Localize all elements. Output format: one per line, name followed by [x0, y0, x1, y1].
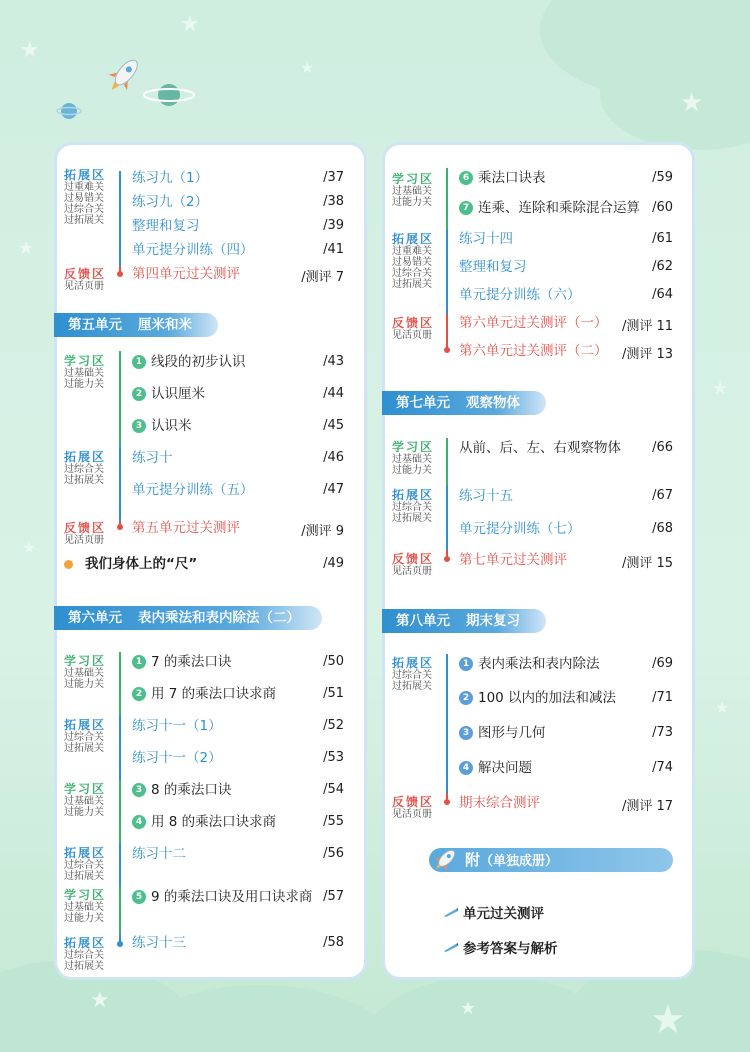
- extend-zone: [64, 718, 124, 754]
- toc-entry[interactable]: [132, 718, 222, 734]
- toc-entry[interactable]: [459, 259, 527, 275]
- lesson-number-icon: 1: [132, 655, 146, 669]
- toc-entry[interactable]: [132, 194, 208, 210]
- planet-icon: [56, 98, 82, 124]
- zone-sub: 过基础关: [64, 368, 104, 379]
- zone-sub: 过基础关: [64, 902, 104, 913]
- toc-label: 单元提分训练（五）: [132, 482, 254, 498]
- page-number: /测评 11: [621, 319, 673, 334]
- timeline: [119, 844, 121, 886]
- star-icon: ★: [90, 988, 110, 1013]
- toc-entry[interactable]: [132, 520, 240, 536]
- page-number: /68: [652, 521, 673, 536]
- page-number: /60: [652, 200, 673, 215]
- extend-zone: [64, 846, 124, 882]
- toc-entry[interactable]: [459, 760, 532, 776]
- toc-entry[interactable]: [459, 690, 616, 706]
- zone-title: 反馈区: [392, 795, 435, 809]
- page-number: /50: [323, 654, 344, 669]
- page-number: /测评 9: [301, 524, 344, 539]
- toc-label: 第六单元过关测评（一）: [459, 315, 608, 331]
- lesson-number-icon: 1: [459, 657, 473, 671]
- lesson-number-icon: 5: [132, 890, 146, 904]
- zone-title: 拓展区: [392, 488, 435, 502]
- page-number: /61: [652, 231, 673, 246]
- unit-title: 表内乘法和表内除法（二）: [138, 610, 300, 626]
- toc-entry[interactable]: [132, 654, 231, 670]
- zone-sub: 过能力关: [392, 197, 432, 208]
- zone-title: 拓展区: [64, 936, 107, 950]
- timeline: [119, 447, 121, 521]
- unit-banner: [54, 606, 322, 630]
- toc-entry[interactable]: [459, 440, 621, 456]
- zone-sub: 过基础关: [64, 796, 104, 807]
- timeline-dot: [444, 556, 450, 562]
- zone-sub: 过综合关: [64, 204, 104, 215]
- appendix-banner: [429, 848, 673, 872]
- feedback-zone: [392, 316, 452, 341]
- toc-label: 练习十二: [132, 846, 186, 862]
- page-number: /47: [323, 482, 344, 497]
- lesson-number-icon: 6: [459, 171, 473, 185]
- toc-label: 用 7 的乘法口诀求商: [151, 686, 277, 702]
- unit-banner: [54, 313, 218, 337]
- zone-sub: 过综合关: [64, 732, 104, 743]
- zone-sub: 过能力关: [64, 379, 104, 390]
- star-icon: ★: [460, 998, 477, 1019]
- lesson-number-icon: 3: [132, 783, 146, 797]
- zone-title: 学习区: [64, 654, 107, 668]
- appendix-item[interactable]: [443, 902, 544, 922]
- toc-entry[interactable]: [132, 846, 186, 862]
- page-number: /52: [323, 718, 344, 733]
- study-zone: [392, 172, 452, 208]
- zone-title: 学习区: [64, 888, 107, 902]
- page-number: /44: [323, 386, 344, 401]
- pen-icon: [443, 907, 459, 917]
- extend-zone: [64, 936, 124, 972]
- page-number: /37: [323, 170, 344, 185]
- timeline: [446, 314, 448, 350]
- feedback-zone: [64, 521, 124, 546]
- zone-sub: 过重难关: [392, 246, 432, 257]
- toc-entry[interactable]: [132, 450, 173, 466]
- zone-sub: 过综合关: [64, 950, 104, 961]
- timeline-dot: [117, 941, 123, 947]
- zone-sub: 过能力关: [64, 913, 104, 924]
- zone-title: 学习区: [392, 172, 435, 186]
- zone-sub: 过拓展关: [64, 961, 104, 972]
- rocket-icon: [431, 844, 461, 874]
- unit-title: 观察物体: [466, 395, 520, 411]
- zone-sub: 见活页册: [64, 281, 104, 292]
- timeline: [119, 171, 121, 266]
- page-number: /57: [323, 889, 344, 904]
- page-number: /56: [323, 846, 344, 861]
- toc-entry[interactable]: [132, 218, 200, 234]
- toc-label: 练习十三: [132, 935, 186, 951]
- study-zone: [64, 654, 124, 690]
- pen-icon: [443, 942, 459, 952]
- toc-entry[interactable]: [132, 266, 240, 282]
- star-icon: ★: [22, 538, 37, 557]
- zone-sub: 见活页册: [392, 809, 432, 820]
- lesson-number-icon: 2: [132, 387, 146, 401]
- page-number: /38: [323, 194, 344, 209]
- extend-zone: [64, 168, 124, 226]
- toc-label: 第五单元过关测评: [132, 520, 240, 536]
- zone-title: 拓展区: [64, 846, 107, 860]
- toc-label: 解决问题: [478, 760, 532, 776]
- zone-sub: 过综合关: [392, 502, 432, 513]
- study-zone: [64, 354, 124, 390]
- toc-label: 8 的乘法口诀: [151, 782, 232, 798]
- toc-label: 第七单元过关测评: [459, 552, 567, 568]
- toc-entry[interactable]: [132, 750, 222, 766]
- zone-sub: 过基础关: [64, 668, 104, 679]
- timeline-dot: [444, 799, 450, 805]
- toc-label: 我们身体上的“尺”: [85, 556, 198, 572]
- feedback-zone: [392, 552, 452, 577]
- toc-entry[interactable]: [132, 482, 254, 498]
- toc-entry[interactable]: [459, 231, 513, 247]
- unit-banner: [382, 609, 546, 633]
- page-number: /67: [652, 488, 673, 503]
- appendix-label: 单元过关测评: [463, 906, 544, 922]
- star-icon: ★: [650, 997, 686, 1043]
- zone-title: 拓展区: [392, 232, 435, 246]
- unit-number: 第八单元: [396, 613, 450, 629]
- toc-label: 练习九（1）: [132, 170, 209, 186]
- lesson-number-icon: 1: [132, 355, 146, 369]
- page-number: /43: [323, 354, 344, 369]
- feedback-zone: [64, 267, 124, 292]
- zone-title: 反馈区: [392, 316, 435, 330]
- toc-label: 练习十四: [459, 231, 513, 247]
- zone-sub: 过能力关: [64, 679, 104, 690]
- timeline: [119, 652, 121, 716]
- page-number: /59: [652, 170, 673, 185]
- zone-title: 拓展区: [64, 168, 107, 182]
- zone-sub: 过拓展关: [392, 279, 432, 290]
- toc-label: 整理和复习: [132, 218, 200, 234]
- timeline: [446, 654, 448, 793]
- toc-label: 图形与几何: [478, 725, 546, 741]
- extend-zone: [392, 488, 452, 524]
- toc-label: 从前、后、左、右观察物体: [459, 440, 621, 456]
- toc-entry[interactable]: [64, 556, 197, 572]
- study-zone: [392, 440, 452, 476]
- timeline: [446, 438, 448, 486]
- page-number: /测评 13: [621, 347, 673, 362]
- star-icon: ★: [20, 38, 40, 63]
- toc-label: 整理和复习: [459, 259, 527, 275]
- zone-sub: 过拓展关: [64, 871, 104, 882]
- page-number: /64: [652, 287, 673, 302]
- timeline: [119, 716, 121, 780]
- toc-label: 第六单元过关测评（二）: [459, 343, 608, 359]
- toc-label: 期末综合测评: [459, 795, 540, 811]
- extend-zone: [392, 232, 452, 290]
- toc-label: 乘法口诀表: [478, 170, 546, 186]
- page-number: /49: [323, 556, 344, 571]
- toc-label: 100 以内的加法和减法: [478, 690, 617, 706]
- toc-entry[interactable]: [459, 200, 640, 216]
- timeline: [119, 886, 121, 934]
- timeline-dot: [117, 524, 123, 530]
- page-number: /41: [323, 242, 344, 257]
- zone-sub: 过基础关: [392, 454, 432, 465]
- appendix-title: 附: [465, 851, 481, 869]
- page-number: /测评 17: [621, 799, 673, 814]
- toc-entry[interactable]: [132, 782, 231, 798]
- appendix-item[interactable]: [443, 937, 558, 957]
- toc-entry[interactable]: [459, 552, 567, 568]
- toc-entry[interactable]: [132, 242, 254, 258]
- page-number: /51: [323, 686, 344, 701]
- zone-sub: 过拓展关: [392, 513, 432, 524]
- lesson-number-icon: 7: [459, 201, 473, 215]
- unit-title: 期末复习: [466, 613, 520, 629]
- toc-entry[interactable]: [459, 287, 581, 303]
- page-number: /62: [652, 259, 673, 274]
- toc-entry[interactable]: [132, 935, 186, 951]
- zone-title: 拓展区: [392, 656, 435, 670]
- page-number: /74: [652, 760, 673, 775]
- zone-sub: 过综合关: [392, 670, 432, 681]
- toc-label: 第四单元过关测评: [132, 266, 240, 282]
- page-number: /测评 7: [301, 270, 344, 285]
- zone-sub: 过综合关: [64, 464, 104, 475]
- appendix-subtitle: （单独成册）: [480, 854, 559, 869]
- zone-sub: 过拓展关: [64, 215, 104, 226]
- toc-entry[interactable]: [132, 814, 276, 830]
- star-icon: ★: [180, 12, 200, 37]
- zone-title: 拓展区: [64, 718, 107, 732]
- zone-sub: 过能力关: [392, 465, 432, 476]
- zone-title: 学习区: [64, 354, 107, 368]
- timeline: [446, 230, 448, 314]
- toc-entry[interactable]: [459, 343, 608, 359]
- unit-number: 第七单元: [396, 395, 450, 411]
- zone-sub: 过综合关: [392, 268, 432, 279]
- toc-label: 练习九（2）: [132, 194, 209, 210]
- page-number: /66: [652, 440, 673, 455]
- toc-entry[interactable]: [132, 686, 276, 702]
- toc-label: 练习十五: [459, 488, 513, 504]
- toc-label: 表内乘法和表内除法: [478, 656, 600, 672]
- toc-label: 单元提分训练（七）: [459, 521, 581, 537]
- page-number: /71: [652, 690, 673, 705]
- star-icon: ★: [18, 238, 35, 259]
- star-icon: ★: [712, 378, 729, 399]
- zone-title: 拓展区: [64, 450, 107, 464]
- toc-label: 连乘、连除和乘除混合运算: [478, 200, 640, 216]
- page-number: /53: [323, 750, 344, 765]
- toc-label: 单元提分训练（六）: [459, 287, 581, 303]
- extend-zone: [392, 656, 452, 692]
- timeline: [446, 168, 448, 230]
- zone-sub: 见活页册: [64, 535, 104, 546]
- extend-zone: [64, 450, 124, 486]
- unit-number: 第五单元: [68, 317, 122, 333]
- toc-entry[interactable]: [132, 386, 205, 402]
- toc-entry[interactable]: [459, 521, 581, 537]
- toc-label: 线段的初步认识: [151, 354, 246, 370]
- zone-sub: 过拓展关: [392, 681, 432, 692]
- lesson-number-icon: 3: [459, 726, 473, 740]
- appendix-label: 参考答案与解析: [463, 941, 558, 957]
- zone-sub: 过易错关: [392, 257, 432, 268]
- page-number: /55: [323, 814, 344, 829]
- zone-sub: 过拓展关: [64, 743, 104, 754]
- toc-entry[interactable]: [459, 725, 546, 741]
- star-icon: ★: [715, 698, 730, 717]
- orange-dot-icon: [64, 560, 73, 569]
- page-number: /46: [323, 450, 344, 465]
- zone-sub: 过能力关: [64, 807, 104, 818]
- zone-title: 反馈区: [64, 267, 107, 281]
- unit-title: 厘米和米: [138, 317, 192, 333]
- zone-title: 反馈区: [64, 521, 107, 535]
- page-number: /58: [323, 935, 344, 950]
- toc-entry[interactable]: [459, 488, 513, 504]
- lesson-number-icon: 2: [459, 691, 473, 705]
- toc-entry[interactable]: [459, 170, 546, 186]
- zone-title: 学习区: [64, 782, 107, 796]
- toc-entry[interactable]: [132, 354, 246, 370]
- planet-icon: [142, 78, 196, 112]
- timeline: [446, 486, 448, 550]
- page-number: /69: [652, 656, 673, 671]
- timeline-dot: [444, 347, 450, 353]
- page-number: /45: [323, 418, 344, 433]
- feedback-zone: [392, 795, 452, 820]
- toc-entry[interactable]: [132, 170, 208, 186]
- study-zone: [64, 888, 124, 924]
- lesson-number-icon: 4: [459, 761, 473, 775]
- toc-label: 单元提分训练（四）: [132, 242, 254, 258]
- toc-entry[interactable]: [132, 418, 192, 434]
- toc-entry[interactable]: [132, 889, 312, 905]
- toc-entry[interactable]: [459, 795, 540, 811]
- lesson-number-icon: 3: [132, 419, 146, 433]
- toc-label: 认识米: [151, 418, 192, 434]
- zone-sub: 过综合关: [64, 860, 104, 871]
- unit-banner: [382, 391, 546, 415]
- star-icon: ★: [680, 88, 704, 118]
- zone-title: 学习区: [392, 440, 435, 454]
- page-number: /测评 15: [621, 556, 673, 571]
- lesson-number-icon: 2: [132, 687, 146, 701]
- toc-label: 7 的乘法口诀: [151, 654, 232, 670]
- page-number: /54: [323, 782, 344, 797]
- timeline: [119, 351, 121, 447]
- toc-entry[interactable]: [459, 656, 600, 672]
- zone-sub: 见活页册: [392, 330, 432, 341]
- study-zone: [64, 782, 124, 818]
- zone-sub: 过易错关: [64, 193, 104, 204]
- star-icon: ★: [300, 58, 315, 77]
- page-number: /73: [652, 725, 673, 740]
- zone-sub: 过基础关: [392, 186, 432, 197]
- toc-label: 练习十一（1）: [132, 718, 222, 734]
- zone-sub: 过拓展关: [64, 475, 104, 486]
- timeline: [119, 780, 121, 844]
- toc-label: 用 8 的乘法口诀求商: [151, 814, 277, 830]
- page-number: /39: [323, 218, 344, 233]
- toc-entry[interactable]: [459, 315, 608, 331]
- lesson-number-icon: 4: [132, 815, 146, 829]
- zone-sub: 过重难关: [64, 182, 104, 193]
- toc-label: 练习十: [132, 450, 173, 466]
- toc-label: 9 的乘法口诀及用口诀求商: [151, 889, 313, 905]
- zone-title: 反馈区: [392, 552, 435, 566]
- toc-label: 认识厘米: [151, 386, 205, 402]
- toc-label: 练习十一（2）: [132, 750, 222, 766]
- zone-sub: 见活页册: [392, 566, 432, 577]
- unit-number: 第六单元: [68, 610, 122, 626]
- timeline-dot: [117, 271, 123, 277]
